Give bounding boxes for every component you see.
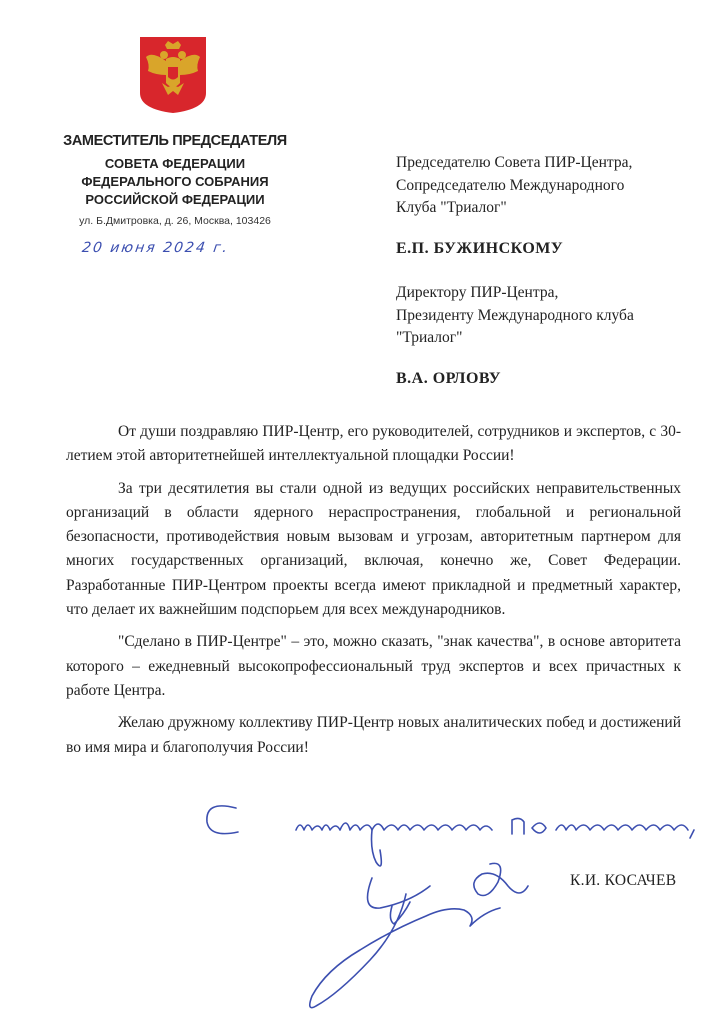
addressee-line: Председателю Совета ПИР-Центра,: [396, 154, 633, 171]
addressee-line: Директору ПИР-Центра,: [396, 284, 559, 301]
addressee-line: Президенту Международного клуба: [396, 306, 634, 324]
addressee-line: Клуба "Триалог": [396, 199, 507, 216]
header-line-2: ФЕДЕРАЛЬНОГО СОБРАНИЯ: [81, 174, 269, 189]
addressee-2-block: [396, 282, 696, 350]
addressee-2-name: В.А. ОРЛОВУ: [396, 370, 502, 387]
signer-name: К.И. КОСАЧЕВ: [570, 872, 677, 889]
handwritten-date: 20 июня 2024 г.: [80, 240, 231, 256]
addressee-1-name: Е.П. БУЖИНСКОМУ: [396, 240, 564, 257]
addressee-line: "Триалог": [396, 329, 463, 346]
header-line-3: РОССИЙСКОЙ ФЕДЕРАЦИИ: [85, 192, 265, 207]
letter-body: [66, 420, 681, 768]
addressee-line: Сопредседателю Международного: [396, 176, 625, 194]
body-paragraph-4: Желаю дружному коллективу ПИР-Центр новых аналитических побед и достижений во имя мира и благополучия России!: [66, 714, 681, 756]
handwritten-closing-and-signature: [0, 790, 725, 1024]
addressee-1-block: [396, 152, 696, 220]
header-address: ул. Б.Дмитровка, д. 26, Москва, 103426: [79, 215, 271, 227]
body-paragraph-3: "Сделано в ПИР-Центре" – это, можно сказать, "знак качества", в основе авторитета которого – ежедневный высокопрофессиональный труд экспертов и всех причастных к работе Центра.: [66, 633, 681, 699]
body-paragraph-2: За три десятилетия вы стали одной из ведущих российских неправительственных организаций в области ядерного нераспространения, глобальной и региональной безопасности, противодействия новым вызовам и угрозам, авторитетным партнером для многих государственных организаций, включая, конечно же, Совет Федерации. Разработанные ПИР-Центром проекты всегда имеют прикладной и предметный характер, что делает их важнейшим подспорьем для всех международников.: [66, 479, 681, 619]
header-line-1: СОВЕТА ФЕДЕРАЦИИ: [104, 156, 246, 171]
coat-of-arms-emblem: [138, 35, 208, 115]
body-paragraph-1: От души поздравляю ПИР-Центр, его руководителей, сотрудников и экспертов, с 30-летием этой авторитетнейшей интеллектуальной площадки России!: [66, 423, 681, 465]
header-title: ЗАМЕСТИТЕЛЬ ПРЕДСЕДАТЕЛЯ: [63, 133, 287, 149]
